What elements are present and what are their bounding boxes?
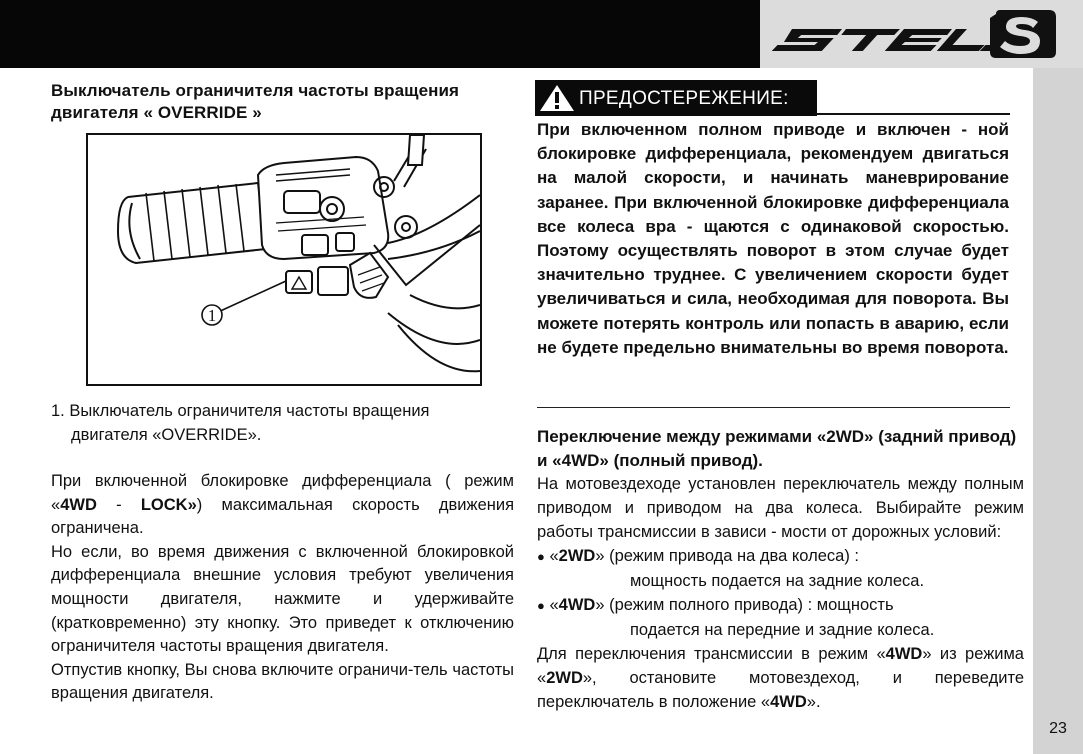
paragraph-intro: На мотовездеходе установлен переключатель между полным приводом и приводом на два колеса. Выбирайте режим работы трансмиссии в зависи - мости от дорожных условий: [537, 475, 1024, 541]
section-title-override [51, 80, 516, 124]
caption-line: двигателя «OVERRIDE». [71, 426, 262, 444]
title-line: двигателя « OVERRIDE » [51, 103, 262, 122]
warning-banner [535, 80, 817, 116]
bullet-2wd-cont: мощность подается на задние колеса. [630, 572, 925, 590]
title-line: Выключатель ограничителя частоты вращения [51, 81, 460, 100]
bullet-2wd: ● «2WD» (режим привода на два колеса) : [537, 547, 859, 565]
handlebar-switch-illustration [86, 133, 482, 386]
page-side-strip [1033, 68, 1083, 754]
paragraph-lock: При включенной блокировке дифференциала ( режим «4WD - LOCK») максимальная скорость движения ограничена. [51, 472, 515, 538]
s-badge-icon [990, 10, 1056, 58]
warning-underline [815, 113, 1010, 115]
paragraph-switch-instructions: Для переключения трансмиссии в режим «4WD» из режима «2WD», остановите мотовездеход, и переведите переключатель в положение «4WD». [537, 645, 1024, 711]
caption-line: 1. Выключатель ограничителя частоты вращения [51, 402, 430, 420]
header-bar [0, 0, 760, 68]
divider [537, 407, 1010, 408]
figure-callout-1: 1 [207, 306, 217, 325]
brand-logo [760, 0, 1083, 68]
page-number: 23 [1049, 720, 1067, 737]
warning-label: ПРЕДОСТЕРЕЖЕНИЕ: [579, 88, 789, 109]
section-title-drive-modes: Переключение между режимами «2WD» (задний привод) и «4WD» (полный привод). [537, 427, 1017, 470]
warning-text: При включенном полном приводе и включен - ной блокировке дифференциала, рекомендуем двигаться на малой скорости, и начинать маневрирование заранее. При включенной блокировке дифференциала все колеса вра - щаются с одинаковой скоростью. Поэтому осуществлять поворот в этом случае будет значительно труднее. С увеличением скорости будет увеличиваться и сила, необходимая для поворота. Вы можете потерять контроль или попасть в аварию, если не будете предельно внимательны во время поворота. [537, 120, 1009, 357]
left-column [51, 80, 516, 124]
warning-header [535, 80, 1010, 116]
figure-caption [51, 399, 516, 447]
drive-modes-description [537, 472, 1024, 714]
warning-triangle-icon [539, 84, 575, 112]
bullet-4wd-cont: подается на передние и задние колеса. [630, 621, 935, 639]
paragraph-press-button: Но если, во время движения с включенной блокировкой дифференциала внешние условия требуют увеличения мощности двигателя, нажмите и удерживайте (кратковременно) эту кнопку. Это приведет к отключению ограничителя частоты вращения двигателя. [51, 542, 514, 656]
override-description [51, 470, 514, 706]
bullet-4wd: ● «4WD» (режим полного привода) : мощность [537, 596, 894, 614]
paragraph-release-button: Отпустив кнопку, Вы снова включите ограничи-тель частоты вращения двигателя. [51, 660, 514, 703]
